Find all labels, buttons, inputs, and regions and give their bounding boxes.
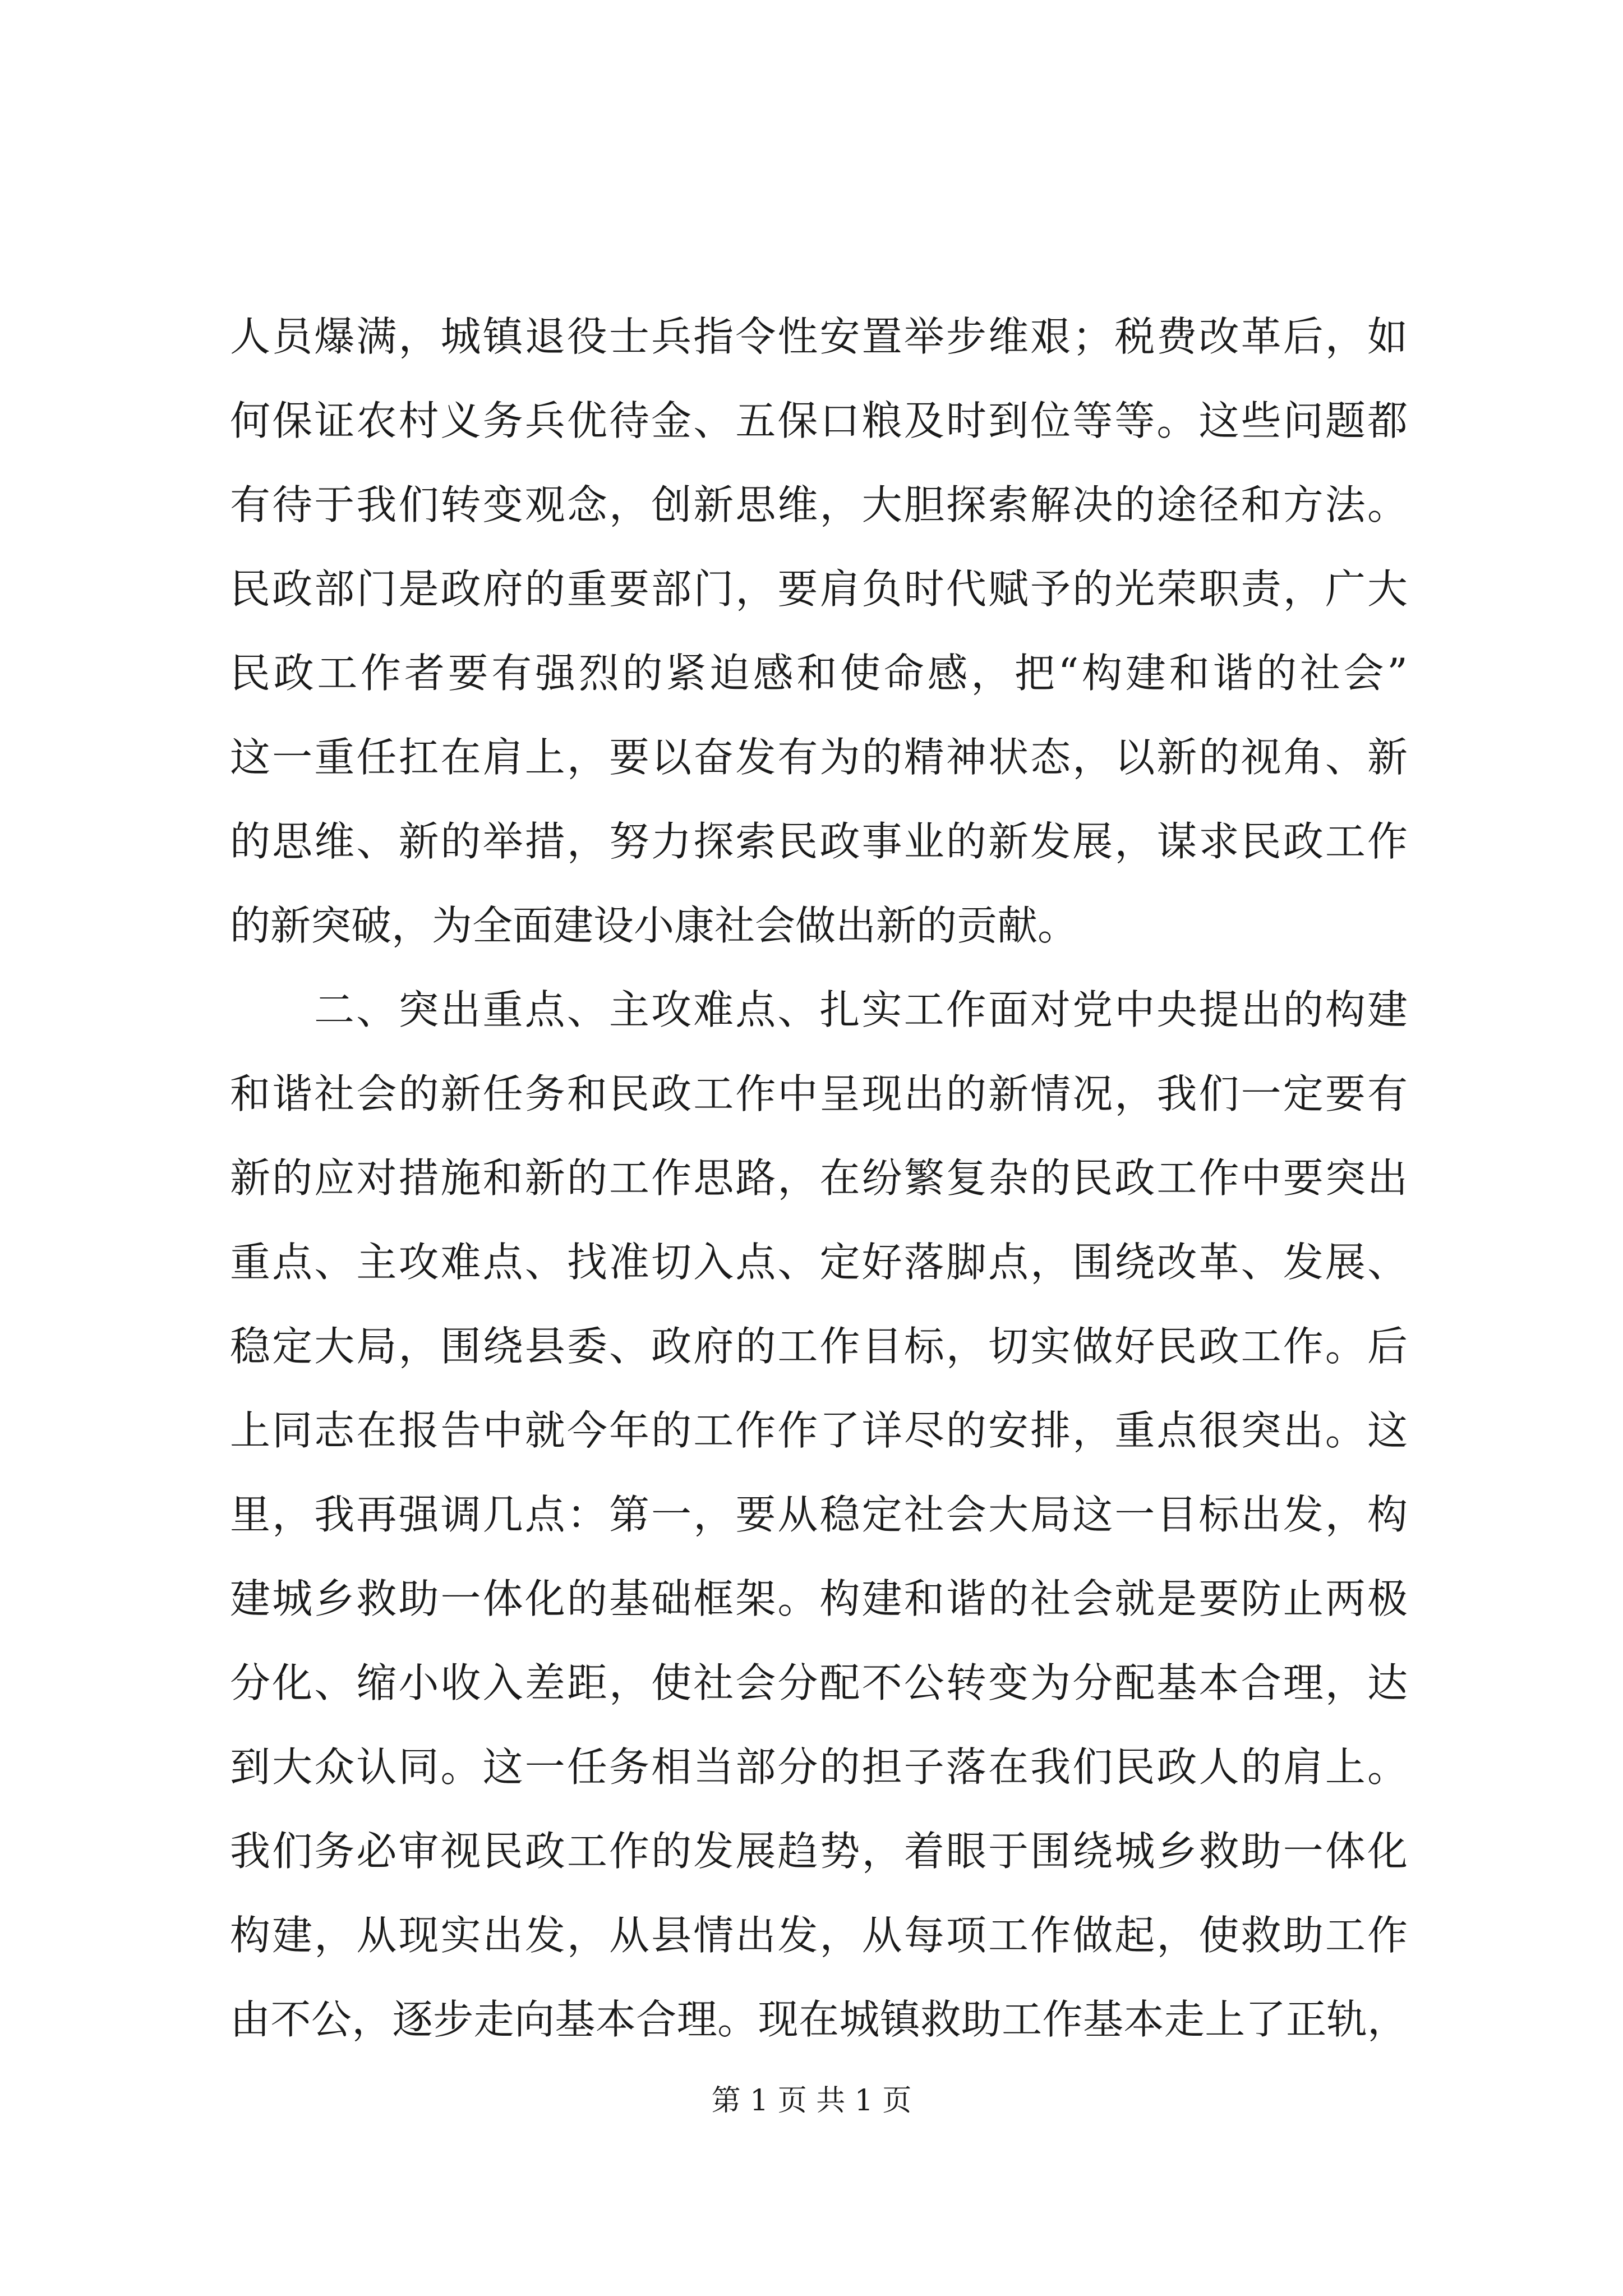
text-line: 里，我再强调几点：第一，要从稳定社会大局这一目标出发，构	[230, 1491, 1408, 1538]
text-line: 和谐社会的新任务和民政工作中呈现出的新情况，我们一定要有	[230, 1070, 1408, 1117]
text-line: 二、突出重点、主攻难点、扎实工作面对党中央提出的构建	[314, 986, 1408, 1033]
text-line: 民政部门是政府的重要部门，要肩负时代赋予的光荣职责，广大	[230, 565, 1408, 613]
text-line: 我们务必审视民政工作的发展趋势，着眼于围绕城乡救助一体化	[230, 1828, 1408, 1875]
text-line: 的新突破，为全面建设小康社会做出新的贡献。	[230, 902, 1078, 949]
text-line: 由不公，逐步走向基本合理。现在城镇救助工作基本走上了正轨，	[230, 1996, 1408, 2043]
text-line: 有待于我们转变观念，创新思维，大胆探索解决的途径和方法。	[230, 481, 1408, 528]
text-line: 民政工作者要有强烈的紧迫感和使命感，把“构建和谐的社会”	[230, 650, 1408, 697]
page-footer: 第 1 页 共 1 页	[711, 2084, 912, 2118]
text-line: 何保证农村义务兵优待金、五保口粮及时到位等等。这些问题都	[230, 397, 1408, 444]
text-line: 到大众认同。这一任务相当部分的担子落在我们民政人的肩上。	[230, 1743, 1408, 1791]
text-line: 构建，从现实出发，从县情出发，从每项工作做起，使救助工作	[230, 1912, 1408, 1959]
text-line: 上同志在报告中就今年的工作作了详尽的安排，重点很突出。这	[230, 1407, 1408, 1454]
text-line: 新的应对措施和新的工作思路，在纷繁复杂的民政工作中要突出	[230, 1154, 1408, 1202]
text-line: 稳定大局，围绕县委、政府的工作目标，切实做好民政工作。后	[230, 1323, 1408, 1370]
text-line: 重点、主攻难点、找准切入点、定好落脚点，围绕改革、发展、	[230, 1239, 1408, 1286]
text-line: 分化、缩小收入差距，使社会分配不公转变为分配基本合理，达	[230, 1659, 1408, 1706]
text-line: 的思维、新的举措，努力探索民政事业的新发展，谋求民政工作	[230, 818, 1408, 865]
text-line: 建城乡救助一体化的基础框架。构建和谐的社会就是要防止两极	[230, 1575, 1408, 1622]
text-line: 人员爆满，城镇退役士兵指令性安置举步维艰；税费改革后，如	[230, 313, 1408, 360]
text-line: 这一重任扛在肩上，要以奋发有为的精神状态，以新的视角、新	[230, 734, 1408, 781]
